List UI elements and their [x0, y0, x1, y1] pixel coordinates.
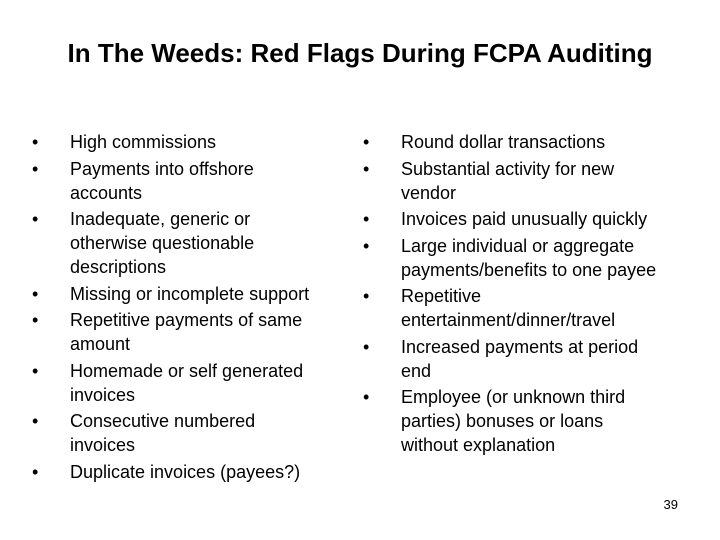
list-item-text: Inadequate, generic or otherwise questionable descriptions — [70, 209, 255, 277]
list-item — [32, 409, 342, 457]
list-item-text: Increased payments at period end — [401, 336, 639, 381]
list-item-text: Round dollar transactions — [401, 132, 606, 152]
page-number: 39 — [663, 497, 678, 512]
list-item-text: Payments into offshore accounts — [70, 158, 254, 203]
bullet-icon: • — [363, 158, 370, 179]
bullet-icon: • — [363, 387, 370, 407]
list-item — [32, 460, 342, 484]
bullet-icon: • — [32, 158, 39, 179]
list-item-text: Repetitive entertainment/dinner/travel — [401, 286, 616, 330]
bullet-icon: • — [32, 132, 39, 152]
bullet-icon: • — [363, 132, 370, 152]
list-item — [32, 130, 342, 154]
list-item — [363, 207, 683, 231]
left-bullet-list — [32, 130, 342, 486]
list-item — [363, 130, 683, 154]
list-item-text: Repetitive payments of same amount — [70, 310, 303, 354]
list-item — [363, 284, 683, 332]
bullet-icon: • — [32, 283, 39, 304]
list-item — [32, 308, 342, 356]
list-item — [32, 359, 342, 407]
list-item-text: Consecutive numbered invoices — [70, 411, 256, 455]
list-item — [363, 157, 683, 205]
list-item-text: Large individual or aggregate payments/benefits to one payee — [401, 235, 657, 280]
slide-title: In The Weeds: Red Flags During FCPA Auditing — [67, 38, 653, 68]
bullet-icon: • — [363, 235, 370, 256]
bullet-icon: • — [32, 411, 39, 431]
list-item-text: Employee (or unknown third parties) bonuses or loans without explanation — [401, 387, 626, 455]
bullet-icon: • — [32, 209, 39, 229]
bullet-icon: • — [363, 286, 370, 306]
list-item — [363, 234, 683, 282]
bullet-icon: • — [32, 310, 39, 330]
list-item — [32, 207, 342, 279]
right-bullet-list — [363, 130, 683, 460]
list-item-text: Invoices paid unusually quickly — [401, 209, 648, 229]
bullet-icon: • — [363, 336, 370, 357]
list-item — [363, 335, 683, 383]
list-item-text: Missing or incomplete support — [70, 283, 310, 304]
list-item — [363, 385, 683, 457]
list-item — [32, 282, 342, 306]
bullet-icon: • — [363, 209, 370, 229]
bullet-icon: • — [32, 360, 39, 381]
bullet-icon: • — [32, 461, 39, 482]
list-item-text: Substantial activity for new vendor — [401, 158, 615, 203]
list-item-text: Duplicate invoices (payees?) — [70, 461, 301, 482]
list-item-text: Homemade or self generated invoices — [70, 360, 304, 405]
list-item-text: High commissions — [70, 132, 217, 152]
list-item — [32, 157, 342, 205]
